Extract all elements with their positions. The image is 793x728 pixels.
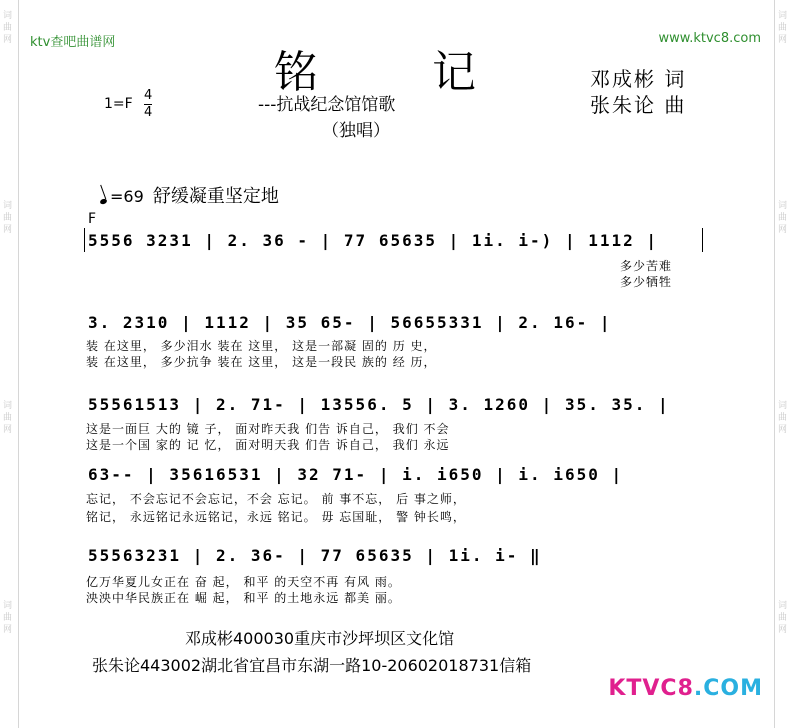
staff-row-2 xyxy=(84,310,704,336)
lyric-line-1: 这是一面巨 大的 镜 子， 面对昨天我 们告 诉自己， 我们 不会 xyxy=(86,422,450,436)
credits xyxy=(590,66,686,118)
lyric-line-1: 多少苦难 xyxy=(620,259,673,273)
chord-symbol: F xyxy=(88,211,97,227)
notation-line: 5556 3231 | 2. 36 - | 77 65635 | 1i. i-) | 1112 | xyxy=(88,231,659,250)
site-watermark-right: www.ktvc8.com xyxy=(658,31,761,46)
notation-line: 55561513 | 2. 71- | 13556. 5 | 3. 1260 | 35. 35. | xyxy=(88,395,670,414)
notation-line: 63-- | 35616531 | 32 71- | i. i650 | i. i650 | xyxy=(88,465,624,484)
contact-line-2: 张朱论443002湖北省宜昌市东湖一路10-20602018731信箱 xyxy=(92,656,532,675)
brand-logo: KTVC8.COM xyxy=(608,676,763,701)
lyric-line-2: 铭记， 永远铭记永远铭记，永远 铭记。 毋 忘国耻， 警 钟长鸣， xyxy=(86,510,466,524)
side-watermark-text: 词曲网 xyxy=(3,601,13,635)
song-title: 铭 记 xyxy=(274,47,526,98)
contact-line-1: 邓成彬400030重庆市沙坪坝区文化馆 xyxy=(185,629,455,648)
staff-row-1 xyxy=(84,228,704,254)
side-watermark-text: 词曲网 xyxy=(3,401,13,435)
lyric-line-2: 装 在这里， 多少抗争 装在 这里， 这是一段民 族的 经 历， xyxy=(86,355,437,369)
side-watermark-text: 词曲网 xyxy=(778,11,788,45)
key-signature: 1=F xyxy=(104,96,133,112)
side-watermark-text: 词曲网 xyxy=(778,201,788,235)
song-subtitle: ---抗战纪念馆馆歌 xyxy=(258,95,396,115)
staff-row-4 xyxy=(84,462,704,488)
time-signature-top: 4 xyxy=(144,88,153,103)
lyric-line-1: 亿万华夏儿女正在 奋 起， 和平 的天空不再 有风 雨。 xyxy=(86,575,401,589)
composer-credit: 张朱论 曲 xyxy=(590,93,687,117)
staff-row-5 xyxy=(84,543,704,569)
time-signature-bottom: 4 xyxy=(144,105,153,120)
lyric-line-2: 泱泱中华民族正在 崛 起， 和平 的土地永远 都美 丽。 xyxy=(86,591,401,605)
left-watermark-strip xyxy=(0,0,19,728)
tempo-marking xyxy=(100,182,279,208)
quarter-note-icon xyxy=(99,198,107,205)
lyric-line-2: 多少牺牲 xyxy=(620,275,673,289)
notation-line: 55563231 | 2. 36- | 77 65635 | 1i. i- ‖ xyxy=(88,546,542,565)
side-watermark-text: 词曲网 xyxy=(3,11,13,45)
tempo-value: =69 xyxy=(110,187,144,206)
tempo-text: 舒缓凝重坚定地 xyxy=(152,186,279,207)
lyric-line-1: 忘记， 不会忘记不会忘记，不会 忘记。 前 事不忘， 后 事之师， xyxy=(86,492,466,506)
site-watermark-left: ktv查吧曲谱网 xyxy=(30,35,116,50)
lyricist-credit: 邓成彬 词 xyxy=(590,67,687,91)
performance-note: （独唱） xyxy=(322,121,390,141)
notation-line: 3. 2310 | 1112 | 35 65- | 56655331 | 2. 16- | xyxy=(88,313,612,332)
side-watermark-text: 词曲网 xyxy=(3,201,13,235)
lyric-line-1: 装 在这里， 多少泪水 装在 这里， 这是一部凝 固的 历 史， xyxy=(86,339,437,353)
side-watermark-text: 词曲网 xyxy=(778,601,788,635)
time-signature xyxy=(144,88,152,121)
right-watermark-strip xyxy=(774,0,793,728)
side-watermark-text: 词曲网 xyxy=(778,401,788,435)
staff-row-3 xyxy=(84,392,704,418)
lyric-line-2: 这是一个国 家的 记 忆， 面对明天我 们告 诉自己， 我们 永远 xyxy=(86,438,450,452)
